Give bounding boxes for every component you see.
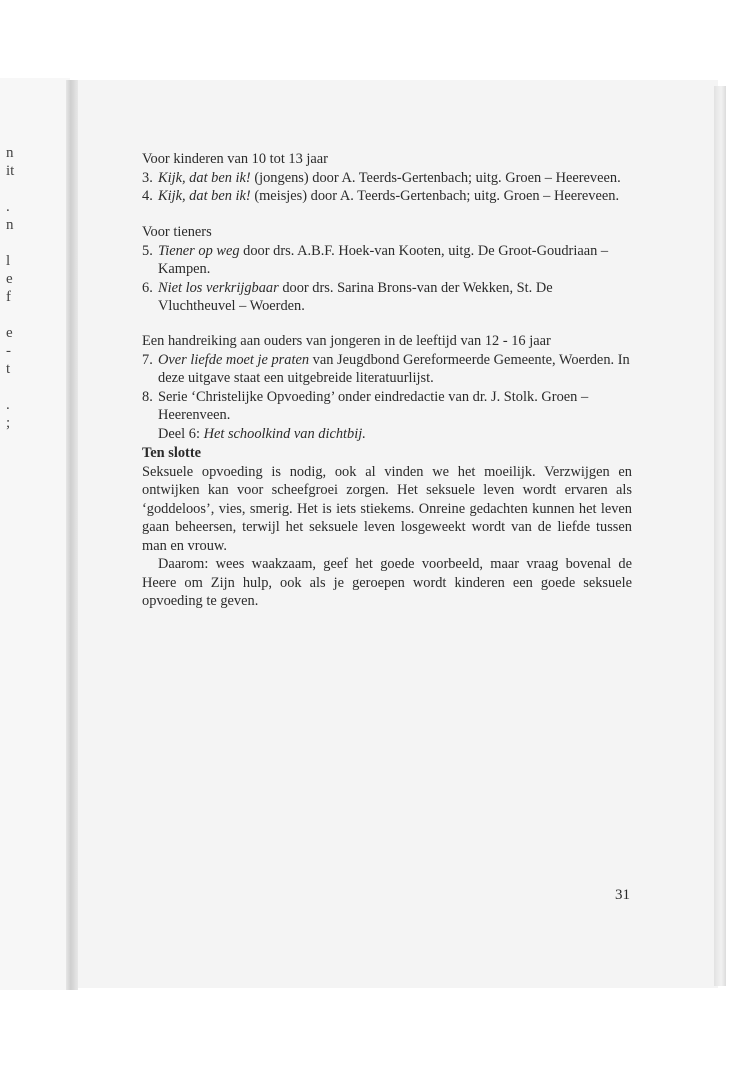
item-text: (jongens) door A. Teerds-Gertenbach; uitg. Groen – Heereveen. <box>250 169 621 186</box>
fragment: n <box>6 217 14 233</box>
section-parents <box>142 332 632 443</box>
fragment: e <box>6 325 13 341</box>
page-number: 31 <box>615 887 630 903</box>
list-item <box>142 169 632 188</box>
fragment: l <box>6 253 11 269</box>
list-item <box>142 187 632 206</box>
fragment: - <box>6 343 11 359</box>
section-teens <box>142 223 632 316</box>
fragment: n <box>6 145 14 161</box>
list-item <box>142 351 632 388</box>
item-number: 3. <box>142 169 153 186</box>
item-text: Serie ‘Christelijke Opvoeding’ onder eindredactie van dr. J. Stolk. Groen – Heerenveen. <box>158 388 589 423</box>
item-number: 6. <box>142 279 153 296</box>
section-children <box>142 150 632 206</box>
item-text: door drs. Sarina Brons-van der Wekken, St. De Vluchtheuvel – Woerden. <box>158 279 553 314</box>
item-text: door drs. A.B.F. Hoek-van Kooten, uitg. De Groot-Goudriaan – Kampen. <box>158 242 609 277</box>
book-title: Het schoolkind van dichtbij. <box>203 425 366 442</box>
section-heading: Voor kinderen van 10 tot 13 jaar <box>142 151 328 167</box>
list-item <box>142 279 632 316</box>
fragment: . <box>6 397 10 413</box>
section-closing <box>142 444 632 611</box>
fragment: e <box>6 271 13 287</box>
item-number: 7. <box>142 351 153 368</box>
closing-heading: Ten slotte <box>142 445 202 461</box>
fragment: it <box>6 163 15 179</box>
section-heading: Voor tieners <box>142 224 212 240</box>
list-item <box>142 388 632 425</box>
book-spine <box>66 80 78 990</box>
closing-paragraph-1: Seksuele opvoeding is nodig, ook al vinden we het moeilijk. Verzwijgen en ontwijken kan voor scheefgroei zorgen. Het seksuele leven wordt ervaren als ‘goddeloos’, vies, smerig. Het is iets stiekems. Onreine gedachten kunnen het leven gaan beheersen, terwijl het seksuele leven losgeweekt wordt van de liefde tussen man en vrouw. <box>142 463 632 554</box>
fragment: ; <box>6 415 11 431</box>
book-title: Kijk, dat ben ik! <box>158 188 251 204</box>
page-edge-shadow <box>714 86 726 986</box>
fragment: t <box>6 361 11 377</box>
sub-item <box>142 425 632 444</box>
fragment: f <box>6 289 11 305</box>
left-page-edge <box>0 78 70 990</box>
sub-item-prefix: Deel 6: <box>158 425 204 442</box>
book-title: Niet los verkrijgbaar <box>158 279 279 296</box>
closing-paragraph-2: Daarom: wees waakzaam, geef het goede voorbeeld, maar vraag bovenal de Heere om Zijn hulp, ook als je geroepen wordt kinderen een goede seksuele opvoeding te geven. <box>142 556 632 609</box>
item-text: (meisjes) door A. Teerds-Gertenbach; uitg. Groen – Heereveen. <box>250 188 620 204</box>
book-title: Over liefde moet je praten <box>158 351 310 368</box>
item-number: 8. <box>142 388 153 405</box>
list-item <box>142 242 632 279</box>
book-title: Tiener op weg <box>158 242 240 259</box>
item-number: 4. <box>142 188 153 204</box>
book-title: Kijk, dat ben ik! <box>158 169 251 186</box>
item-text: van Jeugdbond Gereformeerde Gemeente, Woerden. In deze uitgave staat een uitgebreide literatuurlijst. <box>158 351 630 386</box>
fragment: . <box>6 199 10 215</box>
section-heading: Een handreiking aan ouders van jongeren in de leeftijd van 12 - 16 jaar <box>142 333 551 349</box>
item-number: 5. <box>142 242 153 259</box>
